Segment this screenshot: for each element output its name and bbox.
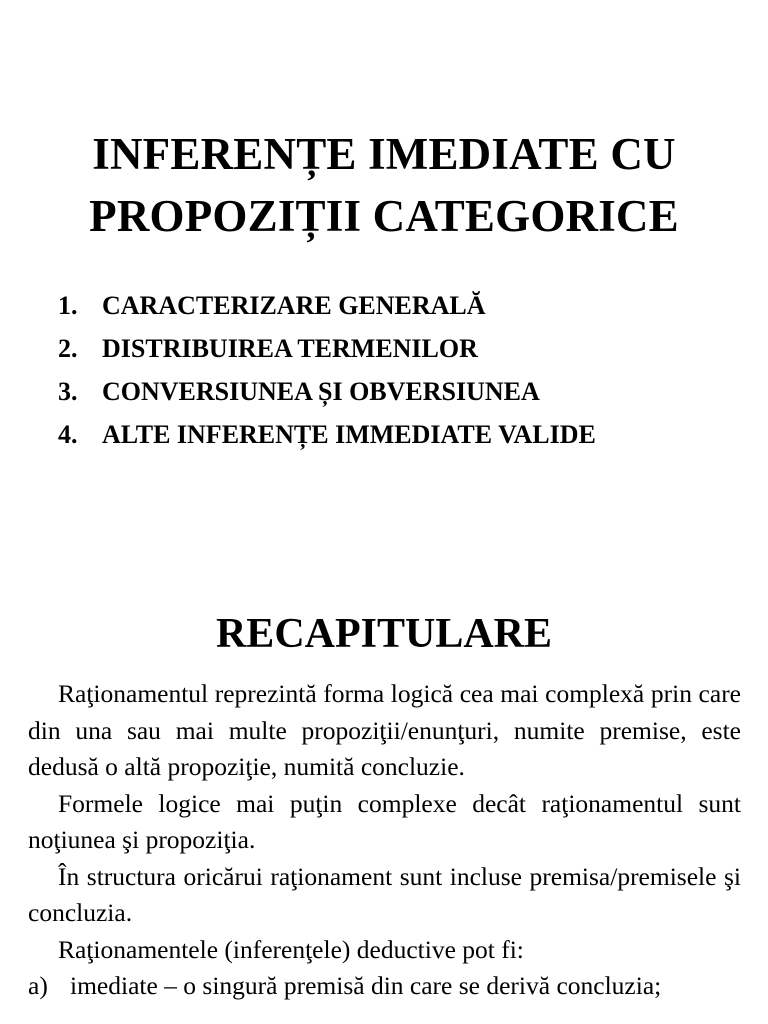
paragraph: Raţionamentul reprezintă forma logică cea mai complexă prin care din una sau mai multe propoziţii/enunţuri, numite premise, este dedusă o altă propoziţie, numită concluzie. [28,679,741,781]
toc-item-label: ALTE INFERENȚE IMMEDIATE VALIDE [102,420,596,449]
list-item [28,968,741,1005]
section-heading: RECAPITULARE [215,611,553,657]
toc-item [58,413,596,456]
section-body [28,676,741,1005]
toc-item [58,327,596,370]
toc-item-number: 1. [58,291,78,320]
paragraph: Raţionamentele (inferenţele) deductive pot fi: [58,934,524,964]
toc-item [58,284,596,327]
toc-item-label: CONVERSIUNEA ȘI OBVERSIUNEA [102,377,540,406]
toc-item [58,370,596,413]
title-line-1: INFERENȚE IMEDIATE CU [92,129,676,179]
toc-item-label: DISTRIBUIREA TERMENILOR [102,334,478,363]
title-line-2: PROPOZIȚII CATEGORICE [89,191,679,241]
toc-item-label: CARACTERIZARE GENERALĂ [102,291,486,320]
list-item-text: imediate – o singură premisă din care se derivă concluzia; [70,971,662,1000]
toc-item-number: 3. [58,377,78,406]
toc-item-number: 2. [58,334,78,363]
list-item-marker: a) [28,971,48,1000]
toc-item-number: 4. [58,420,78,449]
paragraph: Formele logice mai puţin complexe decât raţionamentul sunt noţiunea şi propoziţia. [28,788,741,854]
paragraph: În structura oricărui raţionament sunt incluse premisa/premisele şi concluzia. [28,861,741,927]
table-of-contents [58,284,596,456]
